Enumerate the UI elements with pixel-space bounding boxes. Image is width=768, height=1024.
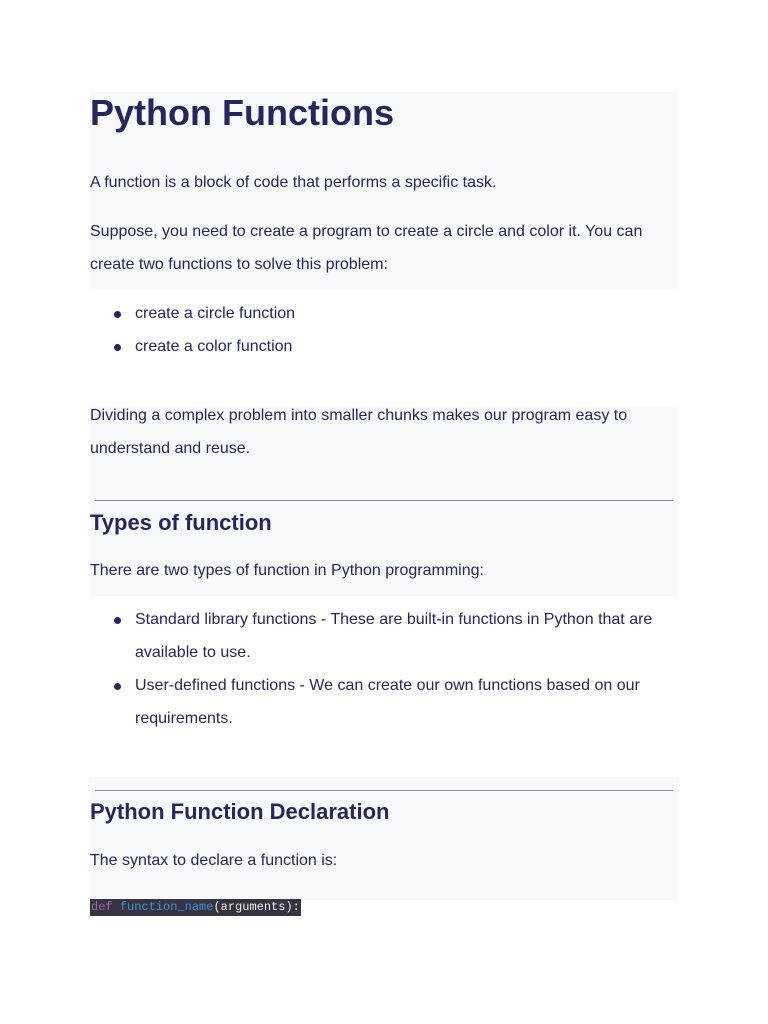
intro-bullet-list <box>90 297 680 363</box>
types-paragraph: There are two types of function in Python programming: <box>90 562 484 579</box>
types-heading: Types of function <box>90 510 272 535</box>
list-item: create a circle function <box>90 297 680 330</box>
page-title: Python Functions <box>90 92 394 133</box>
declaration-section-bg <box>90 777 678 900</box>
chunks-paragraph: Dividing a complex problem into smaller chunks makes our program easy to understand and reuse. <box>90 407 628 457</box>
intro-problem-paragraph: Suppose, you need to create a program to create a circle and color it. You can create two functions to solve this problem: <box>90 223 643 273</box>
section-divider <box>95 790 673 791</box>
types-bullet-list <box>90 603 680 735</box>
intro-paragraph: A function is a block of code that performs a specific task. <box>90 174 497 191</box>
list-item: create a color function <box>90 330 680 363</box>
declaration-paragraph: The syntax to declare a function is: <box>90 852 338 869</box>
code-snippet <box>90 899 301 916</box>
code-arguments: (arguments): <box>213 900 300 914</box>
code-keyword: def <box>91 900 113 914</box>
list-item: User-defined functions - We can create our own functions based on our requirements. <box>90 669 680 735</box>
list-item: Standard library functions - These are built-in functions in Python that are available to use. <box>90 603 680 669</box>
section-divider <box>95 500 673 501</box>
declaration-heading: Python Function Declaration <box>90 799 390 824</box>
code-function-name: function_name <box>119 900 214 914</box>
